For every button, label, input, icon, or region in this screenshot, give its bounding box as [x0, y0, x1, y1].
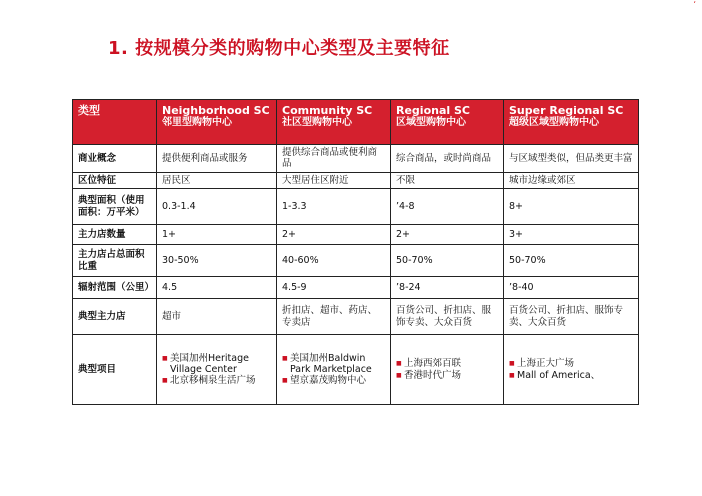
table-row	[73, 189, 639, 225]
table-cell	[157, 335, 277, 405]
table-cell: 百货公司、折扣店、服饰专卖、大众百货	[391, 299, 504, 335]
corner-mark: ‘	[693, 0, 696, 9]
table-cell: 3+	[504, 225, 639, 245]
header-neighborhood	[157, 100, 277, 145]
table-cell: 1+	[157, 225, 277, 245]
table-header-row	[73, 100, 639, 145]
table-cell	[277, 335, 391, 405]
table-cell: 8+	[504, 189, 639, 225]
project-list	[282, 353, 385, 387]
table-cell: 1-3.3	[277, 189, 391, 225]
header-en: Community SC	[282, 104, 373, 117]
table-cell: 城市边缘或郊区	[504, 172, 639, 188]
header-cn: 区域型购物中心	[396, 117, 466, 129]
header-regional	[391, 100, 504, 145]
row-label: 典型项目	[73, 335, 157, 405]
project-list	[396, 358, 498, 381]
list-item: ■ 北京移桐泉生活广场	[162, 375, 271, 386]
project-list	[162, 353, 271, 387]
table-cell: 提供便利商品或服务	[157, 145, 277, 173]
header-community	[277, 100, 391, 145]
row-label: 区位特征	[73, 172, 157, 188]
header-en: Super Regional SC	[509, 104, 624, 117]
table-row	[73, 225, 639, 245]
header-en: Neighborhood SC	[162, 104, 270, 117]
header-cn: 超级区域型购物中心	[509, 117, 599, 129]
table-cell: 0.3-1.4	[157, 189, 277, 225]
row-label: 主力店数量	[73, 225, 157, 245]
header-type: 类型	[73, 100, 157, 145]
table-cell: 综合商品，或时尚商品	[391, 145, 504, 173]
table-cell: 50-70%	[504, 245, 639, 277]
header-super-regional	[504, 100, 639, 145]
shopping-center-types-table	[72, 99, 639, 405]
row-label: 典型面积（使用面积：万平米）	[73, 189, 157, 225]
table-cell: 超市	[157, 299, 277, 335]
row-label: 主力店占总面积比重	[73, 245, 157, 277]
table-cell: 4.5-9	[277, 277, 391, 299]
table-cell: 不限	[391, 172, 504, 188]
table-row	[73, 299, 639, 335]
table-cell: 4.5	[157, 277, 277, 299]
table-cell	[391, 335, 504, 405]
table-row	[73, 277, 639, 299]
table-cell: 百货公司、折扣店、服饰专卖、大众百货	[504, 299, 639, 335]
page-title: 1. 按规模分类的购物中心类型及主要特征	[108, 38, 450, 59]
header-en: Regional SC	[396, 104, 470, 117]
list-item: ■ 上海正大广场	[509, 358, 633, 369]
table-cell: 居民区	[157, 172, 277, 188]
list-item: ■ 望京嘉茂购物中心	[282, 375, 385, 386]
header-cn: 邻里型购物中心	[162, 117, 232, 129]
table-cell: 2+	[277, 225, 391, 245]
table-cell: ’8-24	[391, 277, 504, 299]
table-cell: ’8-40	[504, 277, 639, 299]
table-cell: 30-50%	[157, 245, 277, 277]
table-cell	[504, 335, 639, 405]
list-item: ■ 上海西郊百联	[396, 358, 498, 369]
header-cn: 社区型购物中心	[282, 117, 352, 129]
project-list	[509, 358, 633, 381]
table-cell: 与区域型类似，但品类更丰富	[504, 145, 639, 173]
table-cell: ’4-8	[391, 189, 504, 225]
table-row	[73, 145, 639, 173]
table-cell: 2+	[391, 225, 504, 245]
table-row	[73, 245, 639, 277]
row-label: 商业概念	[73, 145, 157, 173]
list-item: ■ 香港时代广场	[396, 370, 498, 381]
table-row-projects	[73, 335, 639, 405]
list-item: ■ Mall of America、	[509, 370, 633, 381]
table-cell: 50-70%	[391, 245, 504, 277]
list-item: ■ 美国加州Baldwin Park Marketplace	[282, 353, 385, 376]
table-cell: 40-60%	[277, 245, 391, 277]
table-cell: 折扣店、超市、药店、专卖店	[277, 299, 391, 335]
row-label: 辐射范围（公里）	[73, 277, 157, 299]
table-cell: 提供综合商品或便利商品	[277, 145, 391, 173]
list-item: ■ 美国加州Heritage Village Center	[162, 353, 271, 376]
table-row	[73, 172, 639, 188]
table-cell: 大型居住区附近	[277, 172, 391, 188]
row-label: 典型主力店	[73, 299, 157, 335]
